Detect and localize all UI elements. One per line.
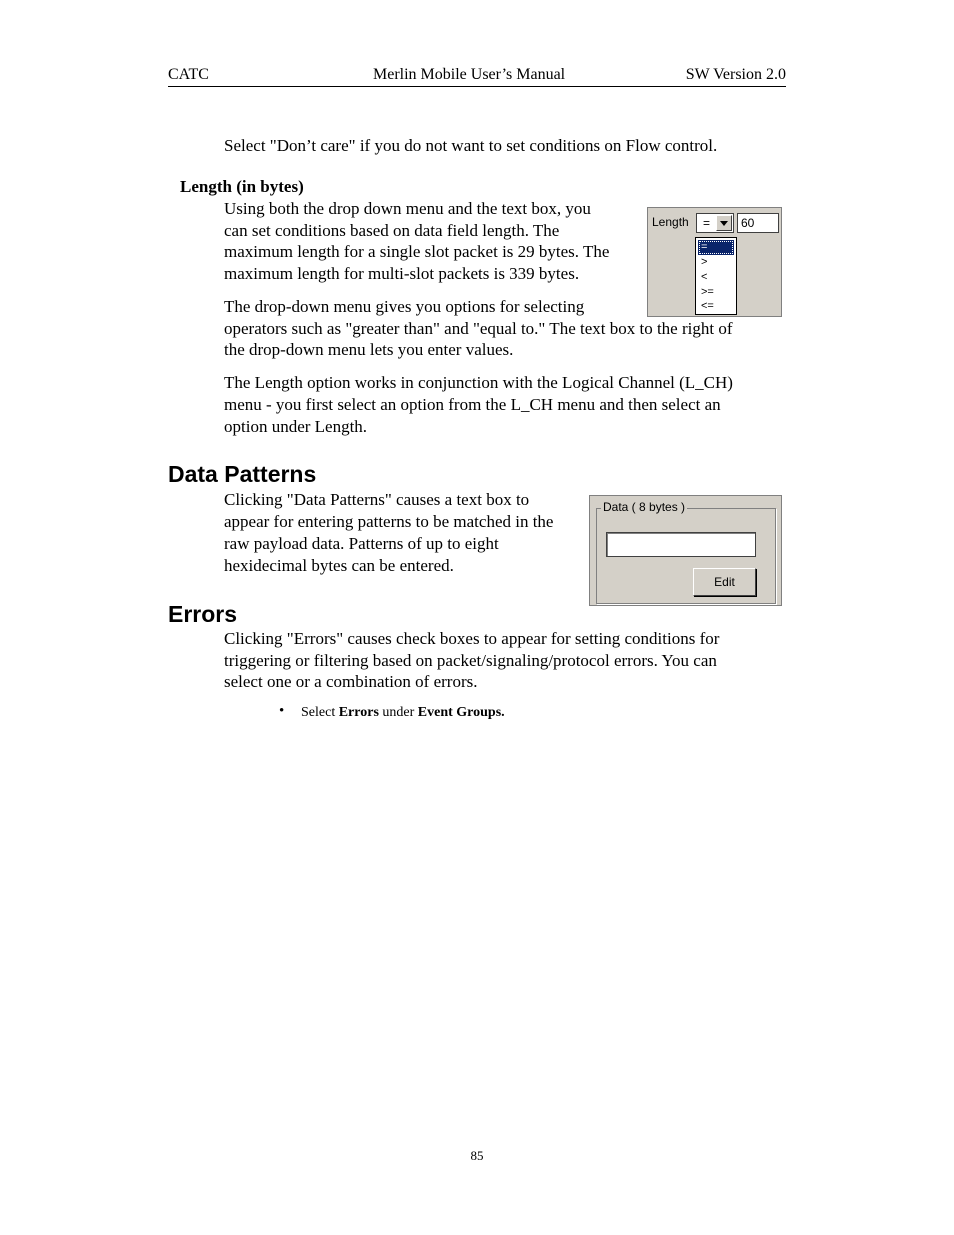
operator-option-greater-equal[interactable]: >=: [701, 286, 714, 298]
length-para-3-line-1: The Length option works in conjunction with the Logical Channel (L_CH): [224, 373, 733, 392]
operator-option-less[interactable]: <: [701, 271, 708, 283]
errors-bullet-item: [301, 705, 505, 721]
length-para-2-line-2: operators such as "greater than" and "equal to." The text box to the right of: [224, 319, 733, 338]
length-para-2-line-1: The drop-down menu gives you options for selecting: [224, 297, 585, 316]
data-dialog-screenshot: [589, 495, 782, 606]
header-title: Merlin Mobile User’s Manual: [373, 66, 566, 83]
page-number: 85: [470, 1148, 484, 1163]
operator-option-equal[interactable]: =: [698, 240, 734, 255]
length-para-3-line-3: option under Length.: [224, 417, 368, 436]
bullet-text-2: under: [378, 705, 418, 720]
data-patterns-line-3: raw payload data. Patterns of up to eight: [224, 534, 499, 553]
errors-line-2: triggering or filtering based on packet/signaling/protocol errors. You can: [224, 651, 717, 670]
header-company: CATC: [168, 66, 209, 83]
data-patterns-line-1: Clicking "Data Patterns" causes a text box to: [224, 490, 530, 509]
length-para-2-line-3: the drop-down menu lets you enter values.: [224, 340, 514, 359]
chevron-down-icon[interactable]: [716, 215, 732, 231]
operator-option-less-equal[interactable]: <=: [701, 300, 714, 312]
intro-paragraph: Select "Don’t care" if you do not want to set conditions on Flow control.: [224, 136, 718, 155]
bullet-icon: •: [279, 703, 285, 719]
bullet-bold-errors: Errors: [338, 705, 379, 720]
length-para-1-line-3: maximum length for a single slot packet is 29 bytes. The: [224, 242, 610, 261]
data-patterns-heading: Data Patterns: [168, 461, 317, 487]
length-para-1-line-1: Using both the drop down menu and the text box, you: [224, 199, 591, 218]
length-para-1-line-2: can set conditions based on data field length. The: [224, 221, 560, 240]
page-header: [168, 66, 786, 87]
length-para-1-line-4: maximum length for multi-slot packets is 339 bytes.: [224, 264, 580, 283]
length-heading: Length (in bytes): [180, 177, 304, 196]
data-patterns-line-4: hexidecimal bytes can be entered.: [224, 556, 454, 575]
bullet-bold-event-groups: Event Groups.: [417, 705, 505, 720]
length-operator-dropdown[interactable]: [696, 213, 734, 233]
errors-line-3: select one or a combination of errors.: [224, 672, 478, 691]
edit-button[interactable]: Edit: [693, 568, 756, 596]
length-value-input[interactable]: 60: [737, 213, 779, 233]
header-version: SW Version 2.0: [685, 66, 786, 83]
bullet-text-1: Select: [301, 705, 339, 720]
data-patterns-line-2: appear for entering patterns to be matched in the: [224, 512, 554, 531]
errors-line-1: Clicking "Errors" causes check boxes to appear for setting conditions for: [224, 629, 720, 648]
length-operator-value: =: [703, 216, 711, 230]
length-operator-list: [695, 237, 737, 315]
data-pattern-input[interactable]: [606, 532, 756, 557]
length-label: Length: [652, 215, 689, 229]
errors-heading: Errors: [168, 601, 238, 627]
length-dialog-screenshot: [647, 207, 782, 317]
length-para-3-line-2: menu - you first select an option from the L_CH menu and then select an: [224, 395, 721, 414]
data-group-label: Data ( 8 bytes ): [603, 500, 686, 514]
operator-option-greater[interactable]: >: [701, 256, 708, 268]
